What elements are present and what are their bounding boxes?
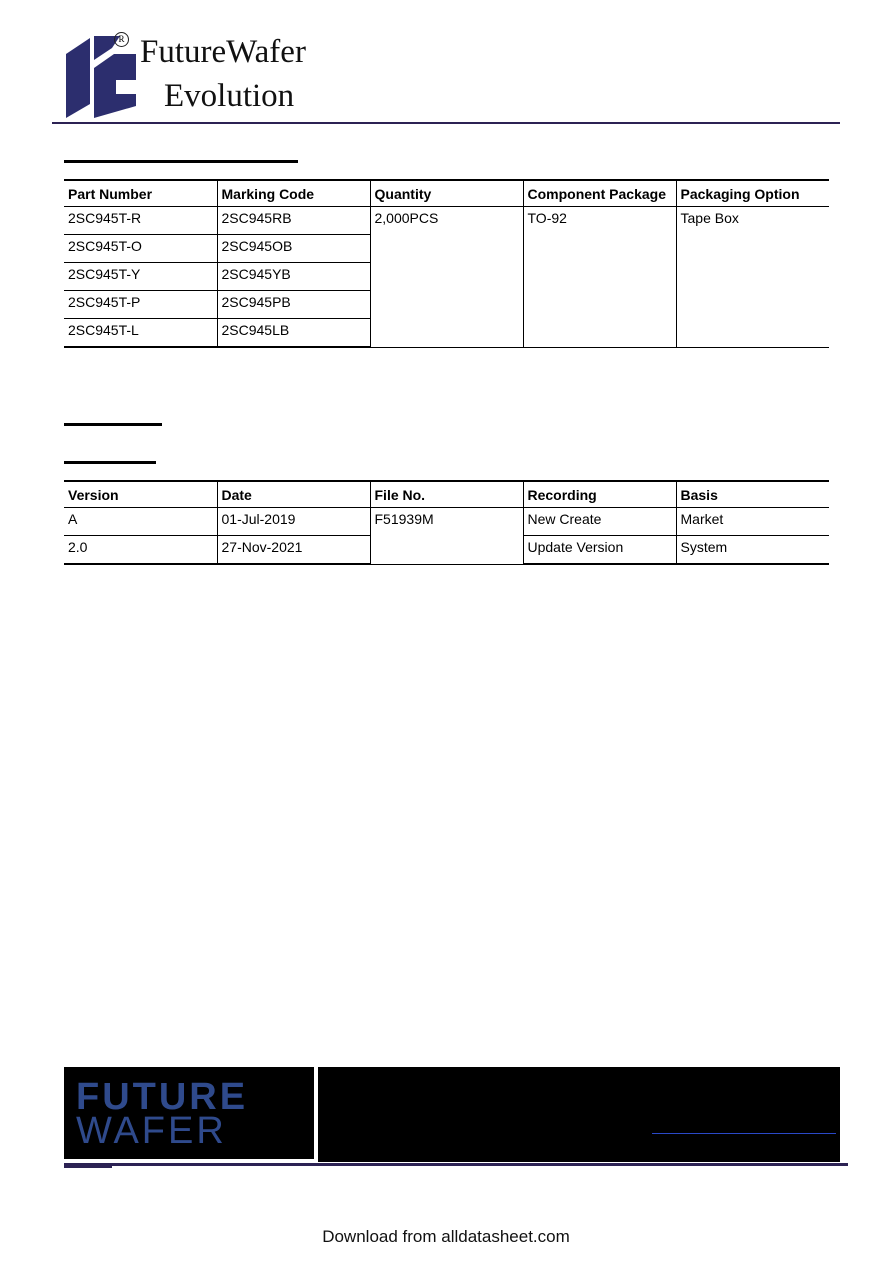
- part-number-cell: 2SC945T-P: [64, 291, 217, 319]
- footer-website-link-underline[interactable]: [652, 1133, 836, 1134]
- date-cell: 27-Nov-2021: [217, 536, 370, 565]
- marking-code-cell: 2SC945YB: [217, 263, 370, 291]
- column-header: Component Package: [523, 180, 676, 207]
- version-cell: 2.0: [64, 536, 217, 565]
- table-row: [64, 207, 829, 235]
- table-header-row: [64, 180, 829, 207]
- footer-logo-line-2: WAFER: [76, 1110, 227, 1152]
- footer-contact-panel: [318, 1067, 840, 1162]
- footer-divider-accent: [64, 1166, 112, 1168]
- recording-cell: Update Version: [523, 536, 676, 565]
- column-header: Version: [64, 481, 217, 508]
- file-number-cell: F51939M: [370, 508, 523, 565]
- disclaimer-heading-underline: [64, 423, 162, 426]
- column-header: Quantity: [370, 180, 523, 207]
- part-number-cell: 2SC945T-Y: [64, 263, 217, 291]
- registered-trademark-mark: R: [114, 32, 129, 47]
- header-divider: [52, 122, 840, 124]
- part-number-cell: 2SC945T-O: [64, 235, 217, 263]
- brand-name-line-2: Evolution: [164, 78, 295, 114]
- column-header: Packaging Option: [676, 180, 829, 207]
- column-header: Part Number: [64, 180, 217, 207]
- basis-cell: System: [676, 536, 829, 565]
- ordering-information-table: [64, 179, 829, 348]
- marking-code-cell: 2SC945LB: [217, 319, 370, 348]
- future-wafer-logo-icon: [64, 34, 138, 120]
- ordering-section-heading-underline: [64, 160, 298, 163]
- column-header: Date: [217, 481, 370, 508]
- component-package-cell: TO-92: [523, 207, 676, 348]
- marking-code-cell: 2SC945OB: [217, 235, 370, 263]
- table-row: [64, 508, 829, 536]
- brand-name-line-1: FutureWafer: [140, 34, 306, 70]
- version-cell: A: [64, 508, 217, 536]
- part-number-cell: 2SC945T-L: [64, 319, 217, 348]
- column-header: Recording: [523, 481, 676, 508]
- basis-cell: Market: [676, 508, 829, 536]
- footer-logo-line-1: FUTURE: [76, 1076, 249, 1118]
- marking-code-cell: 2SC945RB: [217, 207, 370, 235]
- part-number-cell: 2SC945T-R: [64, 207, 217, 235]
- download-source-note: Download from alldatasheet.com: [322, 1227, 570, 1246]
- column-header: File No.: [370, 481, 523, 508]
- footer-divider: [64, 1163, 848, 1166]
- marking-code-cell: 2SC945PB: [217, 291, 370, 319]
- revision-heading-underline: [64, 461, 156, 464]
- revision-history-table: [64, 480, 829, 565]
- column-header: Basis: [676, 481, 829, 508]
- column-header: Marking Code: [217, 180, 370, 207]
- packaging-option-cell: Tape Box: [676, 207, 829, 348]
- recording-cell: New Create: [523, 508, 676, 536]
- footer-logo-panel: [64, 1067, 314, 1159]
- table-header-row: [64, 481, 829, 508]
- quantity-cell: 2,000PCS: [370, 207, 523, 348]
- date-cell: 01-Jul-2019: [217, 508, 370, 536]
